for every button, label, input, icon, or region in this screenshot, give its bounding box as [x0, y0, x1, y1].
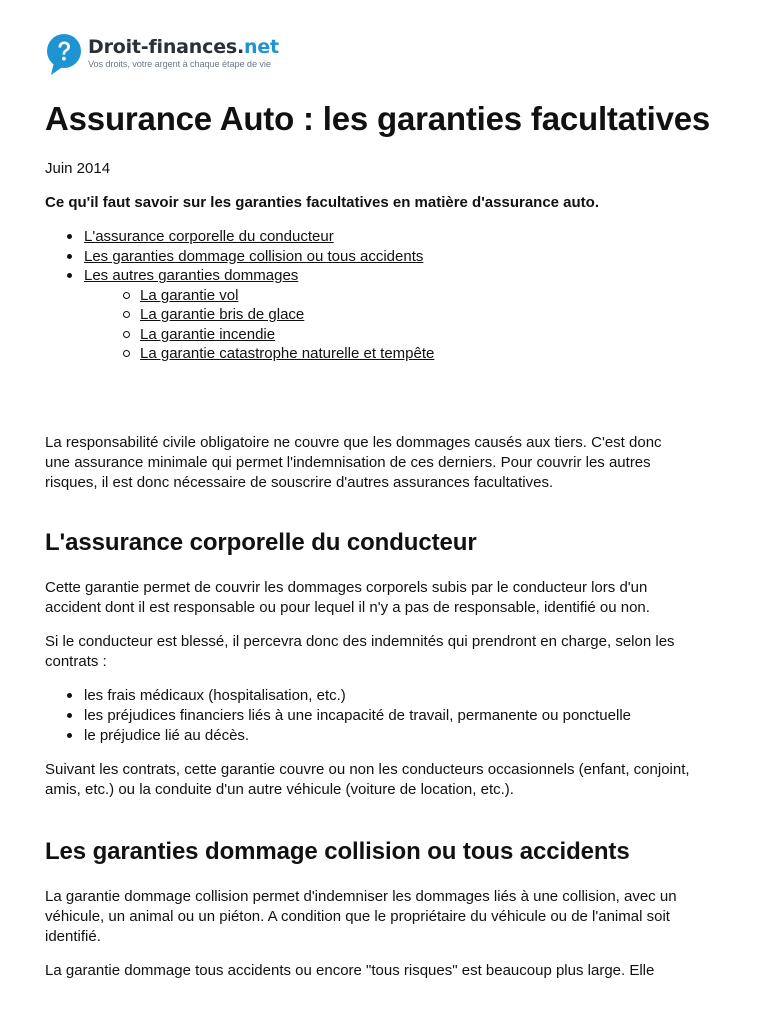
intro-paragraph: La responsabilité civile obligatoire ne couvre que les dommages causés aux tiers. C'est donc une assurance minimale qui permet l'indemnisation de ces derniers. Pour couvrir les autres risques, il est donc nécessaire de souscrire d'autres assurances facultatives.	[45, 433, 662, 491]
paragraph: Cette garantie permet de couvrir les dommages corporels subis par le conducteur lors d'un accident dont il est responsable ou pour lequel il n'y a pas de responsable, identifié ou non.	[45, 578, 650, 616]
toc-link-assurance-corporelle[interactable]: L'assurance corporelle du conducteur	[84, 228, 334, 245]
page-title: Assurance Auto : les garanties facultatives	[45, 100, 711, 137]
section-heading-dommage-collision: Les garanties dommage collision ou tous accidents	[45, 837, 630, 865]
paragraph: La garantie dommage tous accidents ou encore "tous risques" est beaucoup plus large. Elle	[45, 961, 655, 979]
table-of-contents	[67, 227, 735, 364]
toc-subitem	[123, 344, 735, 364]
paragraph: Si le conducteur est blessé, il percevra donc des indemnités qui prendront en charge, selon les contrats :	[45, 632, 675, 670]
toc-link-catastrophe-naturelle[interactable]: La garantie catastrophe naturelle et tempête	[140, 345, 435, 362]
article-lead: Ce qu'il faut savoir sur les garanties facultatives en matière d'assurance auto.	[45, 194, 600, 211]
toc-item	[67, 247, 735, 267]
paragraph: La garantie dommage collision permet d'indemniser les dommages liés à une collision, avec un véhicule, un animal ou un piéton. A condition que le propriétaire du véhicule ou de l'animal soit identifié.	[45, 887, 677, 945]
list-item: les préjudices financiers liés à une incapacité de travail, permanente ou ponctuelle	[67, 706, 735, 726]
question-bubble-icon	[45, 33, 83, 77]
toc-sublist	[123, 286, 735, 364]
toc-link-dommage-collision[interactable]: Les garanties dommage collision ou tous accidents	[84, 247, 424, 265]
brand-tagline: Vos droits, votre argent à chaque étape de vie	[88, 59, 271, 69]
logo-text	[88, 36, 279, 70]
toc-subitem	[123, 325, 735, 345]
toc-link-bris-de-glace[interactable]: La garantie bris de glace	[140, 306, 305, 323]
list-item: les frais médicaux (hospitalisation, etc.)	[67, 686, 735, 706]
toc-item	[67, 227, 735, 247]
publication-date: Juin 2014	[45, 160, 111, 177]
toc-item	[67, 266, 735, 364]
brand-name: Droit-finances.net	[88, 36, 279, 58]
toc-link-incendie[interactable]: La garantie incendie	[140, 325, 276, 343]
toc-link-vol[interactable]: La garantie vol	[140, 286, 239, 304]
list-item: le préjudice lié au décès.	[67, 726, 735, 746]
section-heading-assurance-corporelle: L'assurance corporelle du conducteur	[45, 528, 477, 556]
toc-link-autres-garanties[interactable]: Les autres garanties dommages	[84, 267, 299, 284]
toc-subitem	[123, 286, 735, 306]
site-logo[interactable]	[45, 33, 279, 79]
toc-subitem	[123, 305, 735, 325]
paragraph: Suivant les contrats, cette garantie couvre ou non les conducteurs occasionnels (enfant, conjoint, amis, etc.) ou la conduite d'un autre véhicule (voiture de location, etc.).	[45, 760, 690, 798]
article	[45, 98, 735, 981]
indemnites-list	[67, 686, 735, 746]
